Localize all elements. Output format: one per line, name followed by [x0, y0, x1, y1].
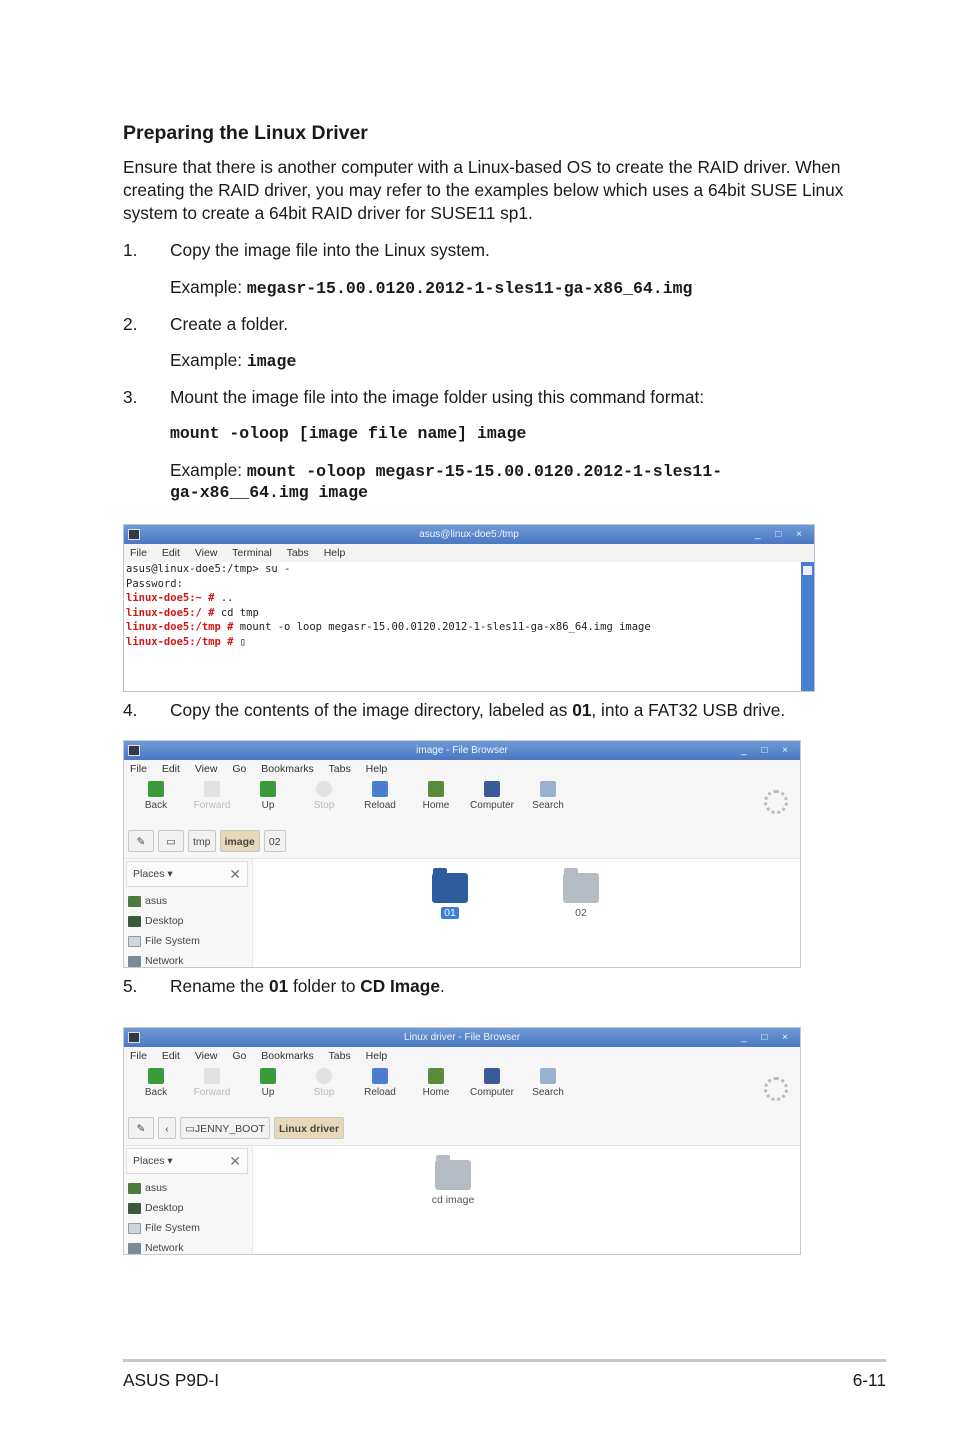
close-icon[interactable]: ✕: [229, 1153, 241, 1169]
step-1-number: 1.: [123, 240, 138, 260]
home-folder-icon: [128, 896, 141, 907]
sidebar-item-network[interactable]: Network: [124, 951, 252, 968]
home-icon: [428, 1068, 444, 1084]
stop-button[interactable]: Stop: [296, 778, 352, 811]
browser-titlebar: [124, 741, 800, 760]
back-button[interactable]: Back: [128, 778, 184, 811]
window-controls[interactable]: _ □ ×: [741, 745, 794, 756]
step-4-text: Copy the contents of the image directory, labeled as 01, into a FAT32 USB drive.: [170, 700, 786, 720]
sidebar-item-network[interactable]: Network: [124, 1238, 252, 1255]
terminal-line: linux-doe5:/tmp # ▯: [126, 635, 247, 648]
terminal-line: linux-doe5:~ # ..: [126, 592, 234, 604]
menu-view[interactable]: View: [194, 1050, 218, 1062]
browser-titlebar: [124, 1028, 800, 1047]
reload-icon: [372, 781, 388, 797]
up-arrow-icon: [260, 781, 276, 797]
browser-toolbar: [124, 778, 800, 824]
example-label: Example:: [170, 460, 247, 480]
browser-menubar: [124, 760, 800, 778]
network-icon: [128, 956, 141, 967]
search-button[interactable]: Search: [520, 778, 576, 811]
footer-rule: [123, 1359, 886, 1362]
home-icon: [428, 781, 444, 797]
sidebar-item-desktop[interactable]: Desktop: [124, 1198, 252, 1218]
browser-title: Linux driver - File Browser: [403, 1032, 521, 1043]
menu-tabs[interactable]: Tabs: [328, 1050, 351, 1062]
places-sidebar: [124, 1146, 253, 1255]
up-arrow-icon: [260, 1068, 276, 1084]
window-controls[interactable]: _ □ ×: [755, 529, 808, 540]
footer-product: ASUS P9D-I: [123, 1370, 220, 1390]
search-button[interactable]: Search: [520, 1065, 576, 1098]
edit-location-icon[interactable]: ✎: [128, 1117, 154, 1139]
up-button[interactable]: Up: [240, 778, 296, 811]
example-code: megasr-15.00.0120.2012-1-sles11-ga-x86_64.img: [246, 279, 693, 298]
section-title: Preparing the Linux Driver: [123, 122, 368, 144]
step-1-example: [170, 277, 692, 298]
example-label: Example:: [170, 277, 247, 297]
throbber-icon: [764, 790, 788, 814]
location-bar: [124, 1111, 800, 1146]
step-1-text: Copy the image file into the Linux system.: [170, 240, 490, 260]
sidebar-item-desktop[interactable]: Desktop: [124, 911, 252, 931]
home-folder-icon: [128, 1183, 141, 1194]
computer-button[interactable]: Computer: [464, 1065, 520, 1098]
folder-label: cd image: [431, 1194, 475, 1206]
menu-bookmarks[interactable]: Bookmarks: [261, 1050, 314, 1062]
menu-view[interactable]: View: [194, 547, 218, 559]
menu-go[interactable]: Go: [232, 763, 247, 775]
home-button[interactable]: Home: [408, 1065, 464, 1098]
back-arrow-icon: [148, 781, 164, 797]
computer-icon: [484, 781, 500, 797]
menu-help[interactable]: Help: [365, 763, 388, 775]
terminal-icon: [128, 529, 140, 540]
stop-button[interactable]: Stop: [296, 1065, 352, 1098]
menu-tabs[interactable]: Tabs: [328, 763, 351, 775]
reload-icon: [372, 1068, 388, 1084]
path-button-jenny-boot[interactable]: ▭JENNY_BOOT: [180, 1117, 270, 1139]
search-icon: [540, 1068, 556, 1084]
throbber-icon: [764, 1077, 788, 1101]
step-3-text: Mount the image file into the image folder using this command format:: [170, 387, 705, 407]
home-button[interactable]: Home: [408, 778, 464, 811]
drive-icon: [128, 1223, 141, 1234]
stop-icon: [316, 781, 332, 797]
sidebar-item-asus[interactable]: asus: [124, 1178, 252, 1198]
places-selector[interactable]: Places ▾ ✕: [126, 861, 248, 887]
path-button-tmp[interactable]: tmp: [188, 830, 216, 852]
terminal-window: [123, 524, 815, 692]
path-button-linux-driver[interactable]: Linux driver: [274, 1117, 344, 1139]
folder-view: [253, 1146, 800, 1255]
step-3-number: 3.: [123, 387, 138, 407]
window-controls[interactable]: _ □ ×: [741, 1032, 794, 1043]
browser-main: [124, 859, 800, 968]
computer-button[interactable]: Computer: [464, 778, 520, 811]
step-4-number: 4.: [123, 700, 138, 720]
menu-edit[interactable]: Edit: [161, 763, 180, 775]
terminal-line: asus@linux-doe5:/tmp> su -: [126, 563, 291, 575]
terminal-titlebar: [124, 525, 814, 544]
terminal-output[interactable]: [124, 562, 814, 649]
terminal-scrollbar[interactable]: [801, 562, 814, 691]
folder-01[interactable]: [431, 873, 469, 919]
folder-icon: [563, 873, 599, 903]
terminal-title: asus@linux-doe5:/tmp: [419, 529, 519, 540]
footer-page-number: 6-11: [852, 1370, 886, 1390]
folder-cd-image[interactable]: [425, 1160, 481, 1206]
reload-button[interactable]: Reload: [352, 1065, 408, 1098]
terminal-line: linux-doe5:/tmp # mount -o loop megasr-15.00.0120.2012-1-sles11-ga-x86_64.img image: [126, 621, 651, 633]
forward-button[interactable]: Forward: [184, 778, 240, 811]
window-icon: [128, 1032, 140, 1043]
folder-icon: [432, 873, 468, 903]
computer-icon: [484, 1068, 500, 1084]
places-selector[interactable]: Places ▾ ✕: [126, 1148, 248, 1174]
path-button-image[interactable]: image: [220, 830, 260, 852]
menu-help[interactable]: Help: [365, 1050, 388, 1062]
path-button-02[interactable]: 02: [264, 830, 286, 852]
menu-view[interactable]: View: [194, 763, 218, 775]
folder-view: [253, 859, 800, 968]
menu-edit[interactable]: Edit: [161, 1050, 180, 1062]
drive-icon: ▭: [185, 1123, 195, 1135]
stop-icon: [316, 1068, 332, 1084]
desktop-icon: [128, 1203, 141, 1214]
terminal-menubar: [124, 544, 814, 562]
step-3-example: [170, 460, 722, 481]
path-back-button[interactable]: ‹: [158, 1117, 176, 1139]
menu-bookmarks[interactable]: Bookmarks: [261, 763, 314, 775]
menu-go[interactable]: Go: [232, 1050, 247, 1062]
step-2-example: [170, 350, 296, 371]
drive-icon[interactable]: ▭: [158, 830, 184, 852]
step-5-number: 5.: [123, 976, 138, 996]
browser-menubar: [124, 1047, 800, 1065]
sidebar-item-asus[interactable]: asus: [124, 891, 252, 911]
menu-file[interactable]: File: [130, 1050, 147, 1062]
close-icon[interactable]: ✕: [229, 866, 241, 882]
menu-file[interactable]: File: [130, 547, 147, 559]
example-code: image: [246, 352, 297, 371]
file-browser-image: [123, 740, 801, 968]
sidebar-item-file-system[interactable]: File System: [124, 1218, 252, 1238]
command-format: mount -oloop [image file name] image: [170, 424, 527, 443]
back-arrow-icon: [148, 1068, 164, 1084]
folder-label: 02: [575, 907, 587, 919]
folder-label: 01: [441, 907, 459, 919]
menu-edit[interactable]: Edit: [161, 547, 180, 559]
step-5-text: Rename the 01 folder to CD Image.: [170, 976, 445, 996]
edit-location-icon[interactable]: ✎: [128, 830, 154, 852]
example-label: Example:: [170, 350, 247, 370]
example-code-line-1: mount -oloop megasr-15-15.00.0120.2012-1-sles11-: [246, 462, 723, 481]
desktop-icon: [128, 916, 141, 927]
browser-title: image - File Browser: [416, 745, 508, 756]
browser-toolbar: [124, 1065, 800, 1111]
menu-help[interactable]: Help: [323, 547, 346, 559]
folder-02[interactable]: [562, 873, 600, 919]
terminal-line: linux-doe5:/ # cd tmp: [126, 606, 259, 619]
forward-arrow-icon: [204, 1068, 220, 1084]
places-sidebar: [124, 859, 253, 968]
search-icon: [540, 781, 556, 797]
terminal-line: Password:: [126, 577, 183, 590]
step-2-text: Create a folder.: [170, 314, 289, 334]
browser-main: [124, 1146, 800, 1255]
sidebar-item-file-system[interactable]: File System: [124, 931, 252, 951]
network-icon: [128, 1243, 141, 1254]
menu-file[interactable]: File: [130, 763, 147, 775]
up-button[interactable]: Up: [240, 1065, 296, 1098]
forward-button[interactable]: Forward: [184, 1065, 240, 1098]
menu-terminal[interactable]: Terminal: [232, 547, 272, 559]
back-button[interactable]: Back: [128, 1065, 184, 1098]
location-bar: [124, 824, 800, 859]
example-code-line-2: ga-x86__64.img image: [170, 483, 369, 502]
reload-button[interactable]: Reload: [352, 778, 408, 811]
step-2-number: 2.: [123, 314, 138, 334]
file-browser-linux-driver: [123, 1027, 801, 1255]
folder-icon: [435, 1160, 471, 1190]
window-icon: [128, 745, 140, 756]
forward-arrow-icon: [204, 781, 220, 797]
drive-icon: [128, 936, 141, 947]
intro-paragraph: Ensure that there is another computer with a Linux-based OS to create the RAID driver. When creating the RAID driver, you may refer to the examples below which uses a 64bit SUSE Linux system to create a 64bit RAID driver for SUSE11 sp1.: [123, 157, 844, 223]
menu-tabs[interactable]: Tabs: [286, 547, 309, 559]
